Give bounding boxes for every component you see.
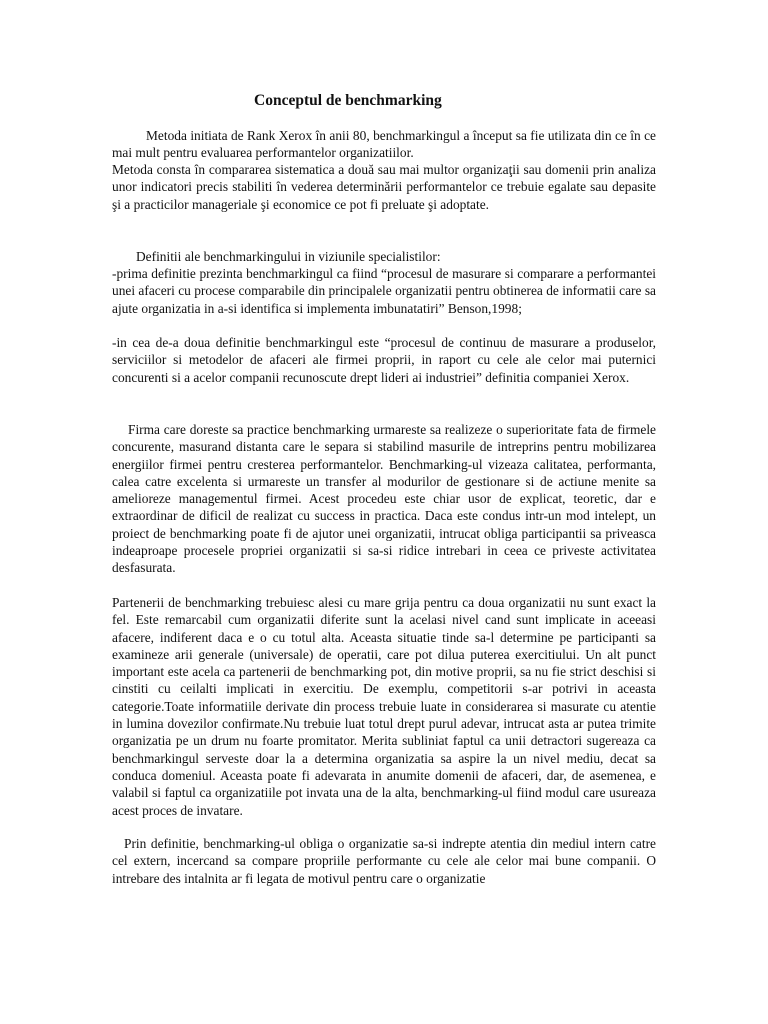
paragraph-definitions-heading: Definitii ale benchmarkingului in viziunile specialistilor: [136,249,441,264]
paragraph-firm: Firma care doreste sa practice benchmarking urmareste sa realizeze o superioritate fata de firmele concurente, masurand distanta care le separa si stabilind masurile de intreprins pentru mobilizarea energiilor firmei pentru cresterea performantelor. Benchmarking-ul vizeaza calitatea, performanta, calea catre excelenta si urmareste un transfer al modurilor de gestionare si de actiune menite sa amelioreze managementul firmei. Acest procedeu este chiar usor de explicat, teoretic, dar e extraordinar de dificil de realizat cu success in practica. Daca este condus intr-un mod intelept, un proiect de benchmarking poate fi de ajutor unei organizatii, intrucat obliga participantii sa priveasca indeaproape procesele propriei organizatii si sa-si ridice intrebari in ceea ce priveste activitatea desfasurata. [112,422,656,576]
paragraph-method: Metoda consta în compararea sistematica a două sau mai multor organizaţii sau domenii prin analiza unor indicatori precis stabiliti în vederea determinării performantelor ce trebuie egalate sau depasite şi a practicilor manageriale şi economice ce pot fi preluate şi adoptate. [112,162,656,212]
paragraph-definition-1: -prima definitie prezinta benchmarkingul ca fiind “procesul de masurare si comparare a performantei unei afaceri cu procese comparabile din principalele organizatii pentru obtinerea de informatii care sa ajute organizatia in a-si identifica si implementa imbunatatiri” Benson,1998; [112,266,656,316]
paragraph-intro: Metoda initiata de Rank Xerox în anii 80, benchmarkingul a început sa fie utilizata din ce în ce mai mult pentru evaluarea performantelor organizatiilor. [112,128,656,161]
paragraph-definition-external: Prin definitie, benchmarking-ul obliga o organizatie sa-si indrepte atentia din mediul intern catre cel extern, incercand sa compare propriile performante cu cele ale celor mai bune companii. O intrebare des intalnita ar fi legata de motivul pentru care o organizatie [112,836,656,886]
document-title: Conceptul de benchmarking [254,92,442,109]
paragraph-definition-2: -in cea de-a doua definitie benchmarkingul este “procesul de continuu de masurare a produselor, serviciilor si metodelor de afaceri ale firmei proprii, in raport cu cele ale celor mai puternici concurenti si a acelor companii recunoscute drept lideri ai industriei” definitia companiei Xerox. [112,335,656,385]
paragraph-partners: Partenerii de benchmarking trebuiesc alesi cu mare grija pentru ca doua organizatii nu sunt exact la fel. Este remarcabil cum organizatii diferite sunt la acelasi nivel cand sunt implicate in aceeasi afacere, indiferent daca e o cu totul alta. Aceasta situatie tinde sa-l determine pe participanti sa examineze arii generale (universale) de operatii, care pot dilua puterea exercitiului. Un alt punct important este acela ca partenerii de benchmarking pot, din motive proprii, sa nu fie strict deschisi si cinstiti cu ceilalti implicati in exercitiu. De exemplu, competitorii s-ar potrivi in aceasta categorie.Toate informatiile derivate din process trebuie luate in considerarea si masurate cu atentie in lumina dovezilor confirmate.Nu trebuie luat totul drept purul adevar, intrucat asta ar putea trimite organizatia pe un drum nu foarte promitator. Merita subliniat faptul ca unii detractori sugereaza ca benchmarkingul serveste doar la a determina organizatia sa aspire la un nivel mediu, decat sa conduca domeniul. Aceasta poate fi adevarata in anumite domenii de afaceri, dar, de asemenea, e valabil si faptul ca organizatiile pot invata una de la alta, benchmarking-ul fiind modul care usureaza acest proces de invatare. [112,595,656,818]
